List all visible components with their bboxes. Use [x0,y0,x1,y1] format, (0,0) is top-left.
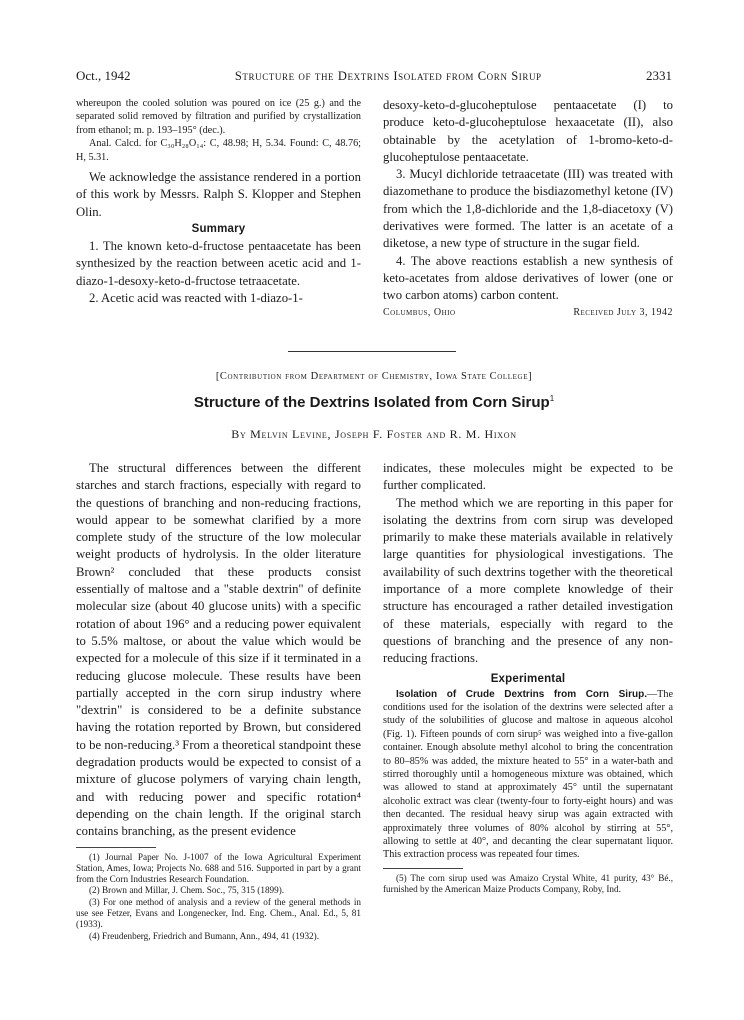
summary-item-2-start: 2. Acetic acid was reacted with 1-diazo-1- [89,290,303,305]
summary-heading: Summary [191,222,246,235]
prev-article-left-column [76,97,361,307]
isolation-paragraph [383,688,673,862]
prev-experimental-end: whereupon the cooled solution was poured on ice (25 g.) and the separated solid removed by filtration and purified by crystallization from ethanol; m. p. 193–195° (dec.). [76,98,361,136]
experimental-heading: Experimental [490,672,566,685]
footnote-5: (5) The corn sirup used was Amaizo Crystal White, 41 purity, 43° Bé., furnished by the American Maize Products Company, Roby, Ind. [383,872,673,895]
prev-article-right-column [383,97,673,318]
running-head [76,68,672,84]
contribution-line: [Contribution from Department of Chemistry, Iowa State College] [215,371,533,382]
article-left-column [76,460,361,942]
intro-paragraph-1-cont: indicates, these molecules might be expected to be further complicated. [383,461,673,493]
footnotes-left [76,852,361,942]
intro-paragraph-1: The structural differences between the different starches and starch fractions, especially with regard to the questions of branching and non-reducing fractions, would appear to be somewhat clarified by a more complete study of the structure of the low molecular weight products of hydrolysis. In the older literature Brown² concluded that these products consist essentially of maltose and a "stable dextrin" of definite molecular size (about 40 glucose units) with a specific rotation of about 196° and a reducing power equivalent to 5.5% maltose, or about the value which would be expected for a molecule of this size if it terminated in a reducing glucose molecule. These results have been partially accepted in the corn sirup industry where "dextrin" is considered to be a definite substance having the rotation reported by Brown, but considered to be non-reducing.³ From a theoretical standpoint these degradation products would be expected to consist of a mixture of glucose polymers of varying chain length, and with reducing power and specific rotation⁴ depending on the chain length. If the original starch contains branching, as the present evidence [76,461,361,839]
summary-item-3: 3. Mucyl dichloride tetraacetate (III) was treated with diazomethane to produce the bisdiazomethyl ketone (IV) from which the 1,8-dichloride and the 1,8-diacetoxy (V) derivatives were formed. The latter is an acetate of a diketose, a new type of structure in the sugar field. [383,167,673,251]
page-number: 2331 [645,68,672,83]
footnote-2: (2) Brown and Millar, J. Chem. Soc., 75, 315 (1899). [89,885,285,896]
summary-item-1: 1. The known keto-d-fructose pentaacetate has been synthesized by the reaction between acetic acid and 1-diazo-1-desoxy-keto-d-fructose tetraacetate. [76,238,361,288]
signoff-received: Received July 3, 1942 [573,306,673,318]
signoff-location: Columbus, Ohio [383,306,456,318]
footnote-1: (1) Journal Paper No. J-1007 of the Iowa Agricultural Experiment Station, Ames, Iowa; Projects No. 688 and 516. Supported in part by a grant from the Corn Industries Research Foundation. [76,851,361,885]
footnote-rule-right [383,868,463,869]
title-footnote-mark: 1 [549,394,555,403]
article-title [76,394,672,411]
summary-item-2-cont: desoxy-keto-d-glucoheptulose pentaacetate (I) to produce keto-d-glucoheptulose hexaacetate (II), also obtainable by the acetylation of 1-bromo-keto-d-glucoheptulose pentaacetate. [383,98,673,164]
signoff-row [383,307,673,318]
article-right-column [383,460,673,895]
article-title-text: Structure of the Dextrins Isolated from Corn Sirup [193,394,550,411]
article-authors: By Melvin Levine, Joseph F. Foster and R. M. Hixon [231,427,517,441]
header-running-title: Structure of the Dextrins Isolated from Corn Sirup [234,69,542,83]
summary-item-4: 4. The above reactions establish a new synthesis of keto-acetates from aldose derivatives of lower (one or two carbon atoms) carbon content. [383,253,673,303]
footnote-rule [76,847,156,848]
prev-analysis-line: Anal. Calcd. for C₃₀H₂₈O₁₄: C, 48.98; H, 5.34. Found: C, 48.76; H, 5.31. [76,138,361,163]
header-date: Oct., 1942 [76,68,131,83]
isolation-runin-heading: Isolation of Crude Dextrins from Corn Sirup. [396,688,647,700]
isolation-text: —The conditions used for the isolation of the dextrins were selected after a study of the solubilities of glucose and maltose in aqueous alcohol (Fig. 1). Fifteen pounds of corn sirup⁵ was weighed into a five-gallon container. Enough absolute methyl alcohol to bring the concentration to 80–85% was added, the mixture heated to 55° in a water-bath and stirred thoroughly until a homogeneous mixture was obtained, which was allowed to stand at approximately 45° until the supernatant alcoholic extract was clear (twenty-four to forty-eight hours) and was then decanted. The residual heavy sirup was again extracted with approximately three volumes of 80% alcohol by stirring at 55°, allowing to settle at 40°, and decanting the clear supernatant liquor. This extraction process was repeated four times. [383,688,673,861]
footnote-3: (3) For one method of analysis and a review of the general methods in use see Fetzer, Evans and Longenecker, Ind. Eng. Chem., Anal. Ed., 5, 81 (1933). [76,896,361,930]
intro-paragraph-2: The method which we are reporting in this paper for isolating the dextrins from corn sirup was developed primarily to make these materials available in relatively large quantities for physiological investigations. The availability of such dextrins together with the theoretical importance of a more complete knowledge of their structure has encouraged a rather detailed investigation of these materials, especially with regard to the questions of branching and the presence of any non-reducing fractions. [383,495,673,666]
acknowledgment: We acknowledge the assistance rendered in a portion of this work by Messrs. Ralph S. Klopper and Stephen Olin. [76,170,361,219]
article-separator-rule [288,351,456,352]
footnotes-right [383,873,673,896]
footnote-4: (4) Freudenberg, Friedrich and Bumann, Ann., 494, 41 (1932). [89,930,319,941]
